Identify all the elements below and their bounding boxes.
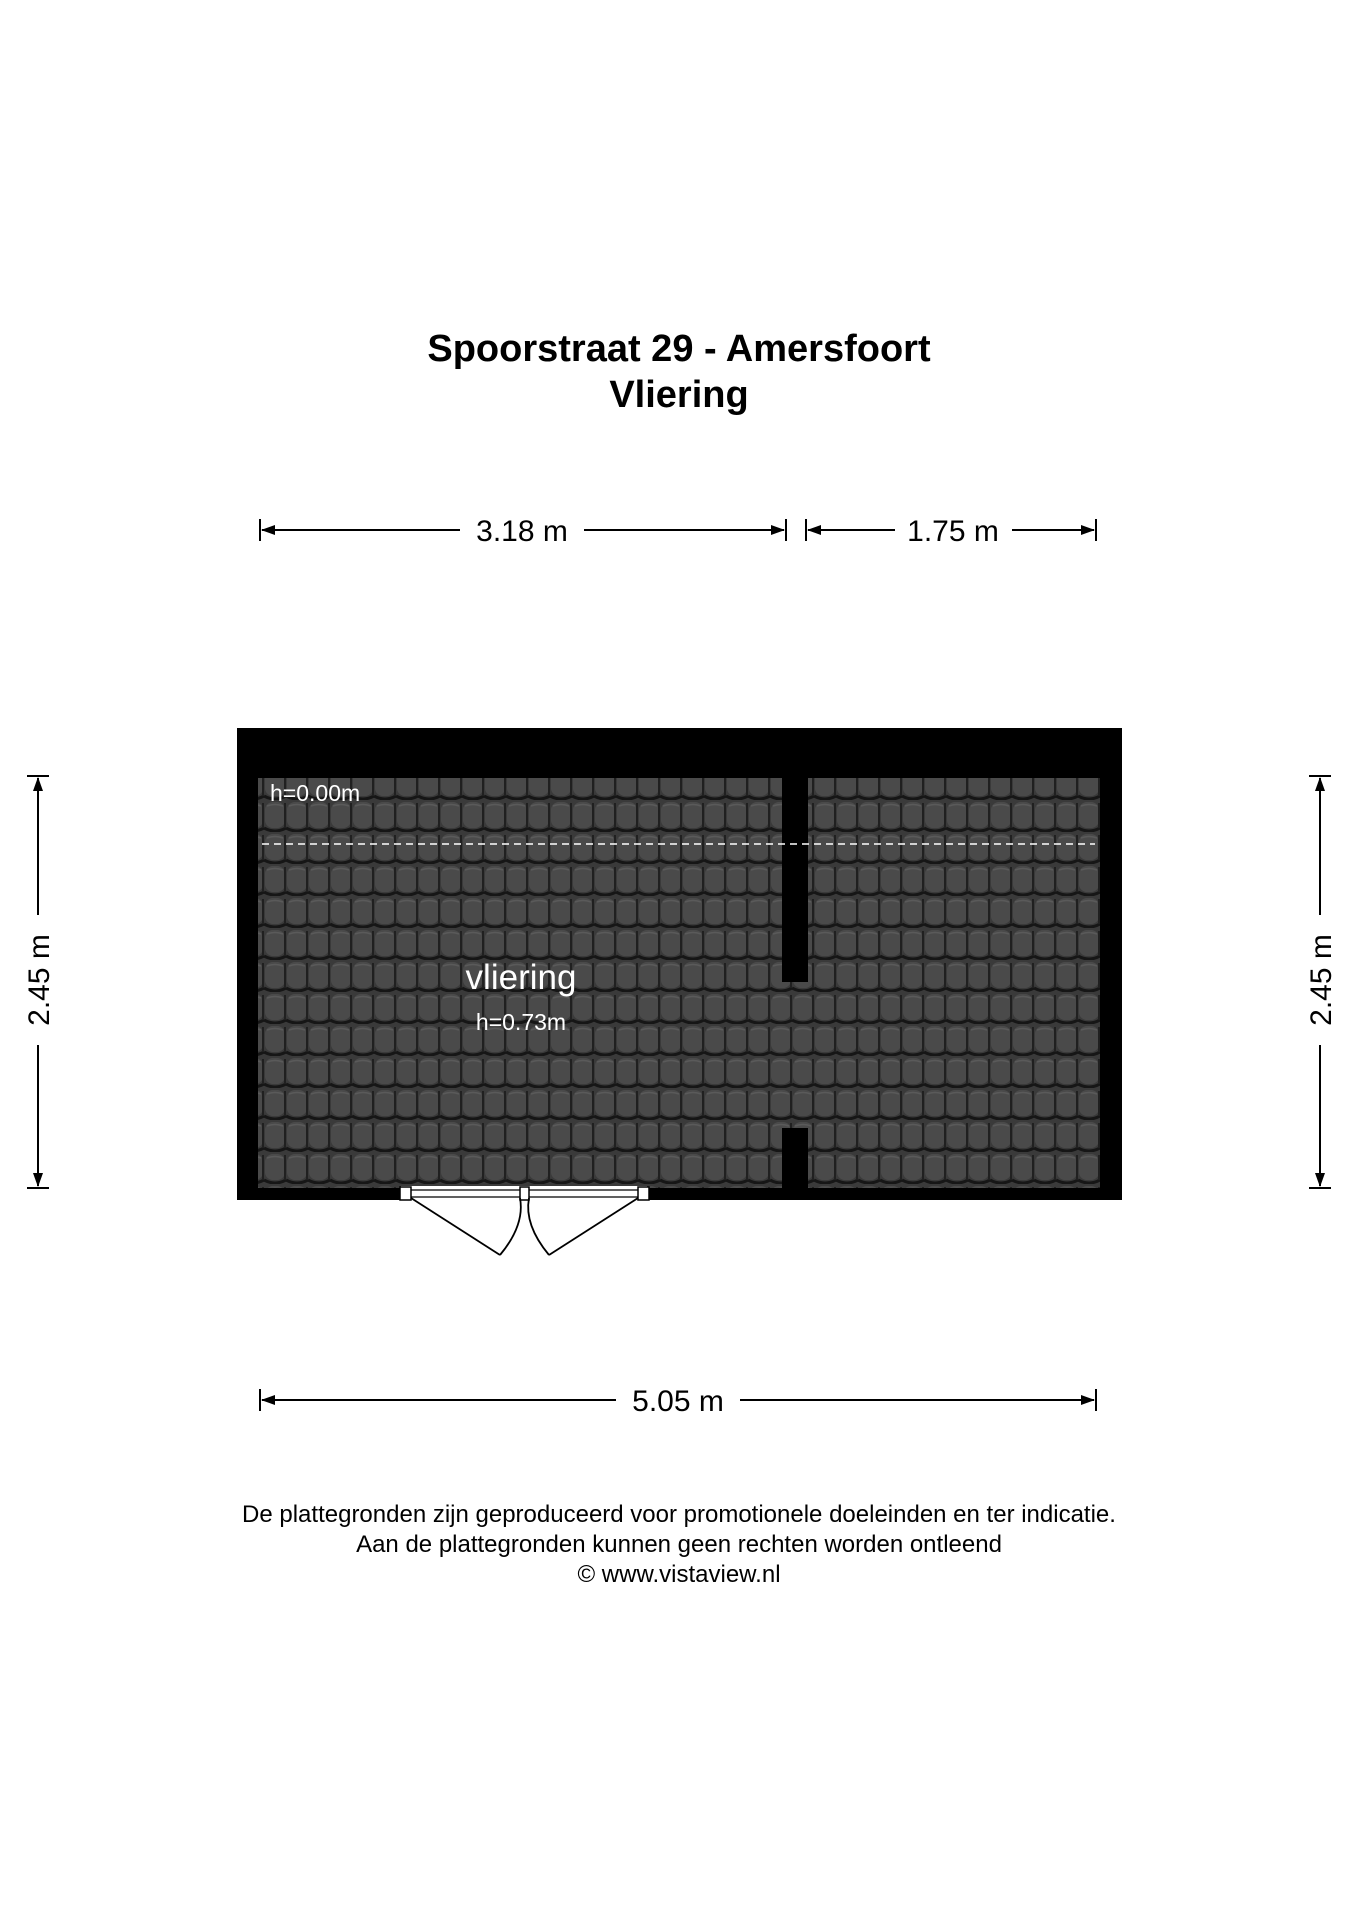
door-jamb-left bbox=[400, 1187, 411, 1200]
door-swing-right bbox=[528, 1198, 638, 1255]
dimension-top-left bbox=[260, 515, 786, 548]
address-title: Spoorstraat 29 - Amersfoort bbox=[427, 328, 931, 370]
roof-tiles-right bbox=[808, 778, 1100, 1188]
dimension-bottom-label: 5.05 m bbox=[632, 1385, 724, 1418]
room-name: vliering bbox=[465, 958, 577, 997]
door-jamb-mid bbox=[520, 1187, 529, 1200]
dimension-left-label: 2.45 m bbox=[23, 934, 56, 1026]
floor-title: Vliering bbox=[609, 374, 749, 416]
room-height-edge: h=0.00m bbox=[270, 780, 361, 806]
dimension-top-left-label: 3.18 m bbox=[476, 515, 568, 548]
dimension-right-label: 2.45 m bbox=[1305, 934, 1338, 1026]
dimension-top-right bbox=[806, 515, 1096, 548]
dimension-bottom bbox=[260, 1385, 1096, 1418]
dimension-left bbox=[23, 776, 56, 1188]
dimension-right bbox=[1305, 776, 1338, 1188]
door-jamb-right bbox=[638, 1187, 649, 1200]
dimension-top-right-label: 1.75 m bbox=[907, 515, 999, 548]
disclaimer-line-2: Aan de plattegronden kunnen geen rechten worden ontleend bbox=[356, 1531, 1002, 1558]
roof-tiles-opening bbox=[780, 982, 810, 1128]
door-swing-left bbox=[411, 1198, 521, 1255]
copyright-link[interactable]: © www.vistaview.nl bbox=[577, 1561, 781, 1588]
disclaimer-line-1: De plattegronden zijn geproduceerd voor promotionele doeleinden en ter indicatie. bbox=[242, 1501, 1116, 1528]
room-height-center: h=0.73m bbox=[475, 1009, 567, 1035]
